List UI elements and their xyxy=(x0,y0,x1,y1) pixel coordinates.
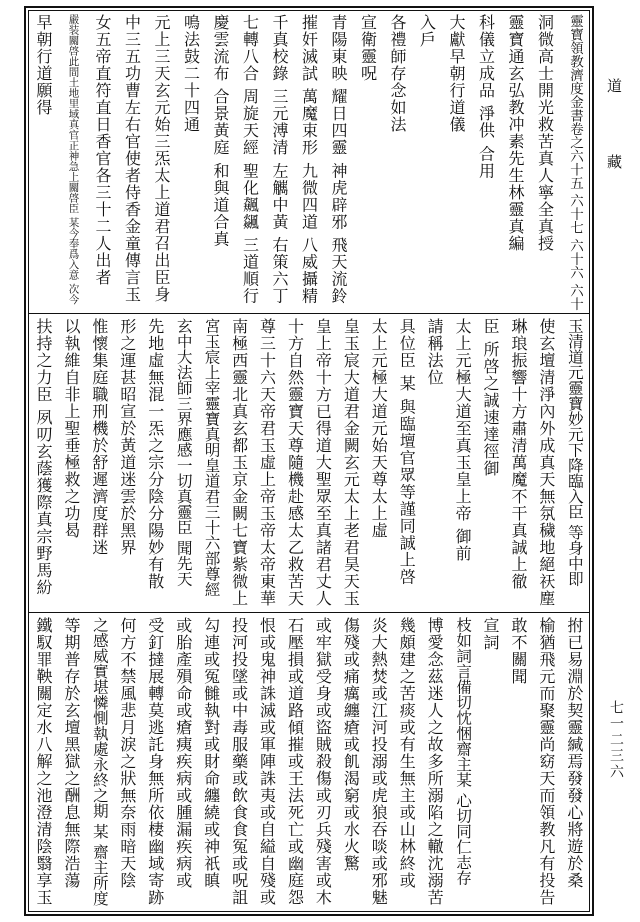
column: 千真校錄 三元溥清 左觽中黃 右策六丁 xyxy=(270,14,289,305)
column: 敢不關聞 xyxy=(508,617,528,685)
column: 傷殘或痛癘纏瘡或飢渴窮或水火驚 xyxy=(341,617,361,872)
column: 琳琅振響十方肅清萬魔不干真誠上徹 xyxy=(508,318,528,590)
column: 枝如詞言備切忱悃齋主某 心切同仁志存 xyxy=(454,617,473,886)
text-block-top xyxy=(30,14,588,310)
register-divider-1 xyxy=(28,313,590,314)
column: 皇玉宸大道君金闕玄元太上老君昊天玉 xyxy=(341,318,361,607)
column: 宣衛靈呪 xyxy=(358,14,378,82)
column: 之感威實堪憐惻執處永終之期 某 齋主所度 xyxy=(90,617,109,906)
column: 女五帝直符直日香官各三十二人出者 xyxy=(93,14,112,286)
column: 靈寶通玄弘教冲素先生林靈真編 xyxy=(506,14,525,252)
column: 玉清道元靈寶妙元下降臨入臣 等身中即 xyxy=(565,318,584,587)
column: 慶雲流布 合景黃庭 和與道合真 xyxy=(211,14,230,248)
column: 形之運甚昭宣於黃道迷雲於黑界 xyxy=(117,318,137,556)
column: 科儀立成品 淨供 合用 xyxy=(476,14,496,180)
column: 南極西靈北真玄都玉京金闕七寶紫微上 xyxy=(229,318,249,607)
column: 皇上帝十方已得道大聖眾至真諸君丈人 xyxy=(313,318,333,607)
column: 何方不禁風悲月淚之狀無奈雨暗天陰 xyxy=(117,617,137,889)
column: 嚴装關啓此間土地里域真官正神急上關啓臣 某今奉爲入意 次今 xyxy=(67,14,80,305)
column: 玄中大法師三界應感一切真靈臣 聞先天 xyxy=(174,318,193,587)
column: 太上元極大道元始天尊太上虛 xyxy=(369,318,389,539)
column: 青陽東映 耀日四靈 神虎辟邪 飛天流鈴 xyxy=(329,14,348,305)
column: 石壓損或道路傾摧或王法死亡或幽庭怨 xyxy=(285,617,305,906)
column: 元上三天玄元始三炁太上道君召出臣身 xyxy=(152,14,171,303)
column: 太上元極大道至真玉皇上帝 御前 xyxy=(453,318,473,563)
page-number: 七一二三六 xyxy=(608,700,624,780)
column: 拊已易淵於契靈緘焉發發心將遊於桑 xyxy=(564,617,584,889)
column: 宮玉宸上宰靈寶真明皇道君三十六部尊經 xyxy=(202,318,221,597)
column: 博愛念茲迷人之故多所溺陷之轍沈溺苦 xyxy=(425,617,445,906)
column: 受釘撻展轉莫逃託身無所依棲幽域寄跡 xyxy=(145,617,165,906)
column: 具位臣 某 與臨壇官眾等謹同誠上啓 xyxy=(397,318,417,586)
column: 早朝行道願得 xyxy=(34,14,53,116)
column: 靈寶領教濟度金書卷之六十五 六十七 六十六 六十 xyxy=(567,14,583,311)
column: 恨或鬼神誅滅或軍陣誅夷或自縊自殘或 xyxy=(257,617,277,906)
column: 各禮師存念如法 xyxy=(388,14,407,133)
column: 入戶 xyxy=(417,14,437,48)
column: 或牢獄受身或盜賊殺傷或刃兵殘害或木 xyxy=(313,617,333,906)
column: 請稱法位 xyxy=(425,318,445,386)
column: 榆猶飛元而聚靈尚窈天而領教凡有投告 xyxy=(536,617,556,906)
column: 宣詞 xyxy=(481,617,500,651)
column: 使玄壇清淨內外成真天無氛穢地絕祆塵 xyxy=(536,318,556,607)
column: 以執維自非上聖垂極救之功曷 xyxy=(61,318,81,539)
text-block-bottom xyxy=(30,617,588,909)
collection-title: 道 藏 xyxy=(605,78,623,197)
column: 先地虛無混一炁之宗分陰分陽妙有散 xyxy=(145,318,165,590)
register-divider-2 xyxy=(28,612,590,613)
column: 鐵馭罪鞅關定水八解之池澄清陰翳享玉 xyxy=(34,617,53,906)
column: 或胎產殞命或瘡痍疾病或腫漏疾病或 xyxy=(173,617,193,889)
column: 扶持之力臣 夙叨玄蔭獲際真宗野馬紛 xyxy=(34,318,53,597)
column: 中三五功曹左右官使者侍香金童傳言玉 xyxy=(122,14,142,303)
column: 鳴法鼓二十四通 xyxy=(181,14,201,133)
column: 摧奸滅試 萬魔束形 九微四道 八威攝精 xyxy=(299,14,319,305)
column: 投河投墜或中毒服藥或飲食食冤或呪詛 xyxy=(229,617,249,906)
column: 尊三十六天帝君玉虛上帝玉帝太帝東華 xyxy=(257,318,277,607)
column: 勾連或冤雠執對或財命纏繞或神祇瞋 xyxy=(201,617,221,889)
column: 七轉八合 周旋天經 聖化飆飊 三道順行 xyxy=(240,14,260,305)
column: 十方自然靈寶天尊隨機赴感太乙救苦天 xyxy=(285,318,305,607)
text-block-middle xyxy=(30,318,588,608)
column: 惟懷集庭職刑機於舒遲濟度群迷 xyxy=(89,318,109,556)
column: 幾頗建之苦痰或有生無主或山林終或 xyxy=(397,617,417,889)
column: 大獻早朝行道儀 xyxy=(447,14,466,133)
column: 臣 所啓之誠速達徑御 xyxy=(481,318,500,478)
column: 炎大熱焚或江河投溺或虎狼吞啖或邪魅 xyxy=(369,617,389,906)
column: 等期普存於玄壇黑獄之酬息無際浩蕩 xyxy=(61,617,81,889)
column: 洞微高士開光救苦真人寧全真授 xyxy=(535,14,555,252)
